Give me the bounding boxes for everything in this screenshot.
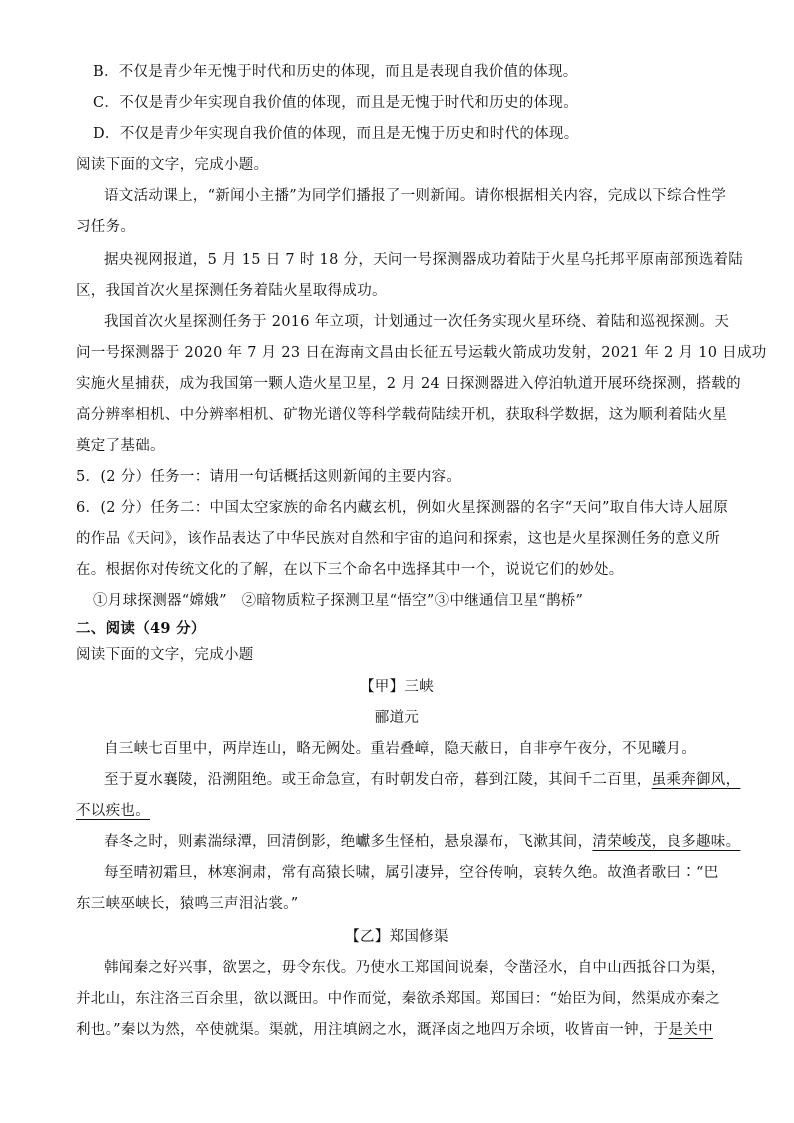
jia-paragraph-1: 自三峡七百里中，两岸连山，略无阙处。重岩叠嶂，隐天蔽日，自非亭午夜分，不见曦月。 (104, 741, 696, 757)
yi-p1-text: 利也。”秦以为然，卒使就渠。渠就，用注填阏之水，溉泽卤之地四万余顷，收皆亩一钟，于 (76, 1022, 669, 1038)
question-6-names: ①月球探测器“嫦娥” ②暗物质粒子探测卫星“悟空”③中继通信卫星“鹊桥” (93, 593, 584, 609)
news-p2-line-4: 高分辨率相机、中分辨率相机、矿物光谱仪等科学载荷陆续开机，获取科学数据，这为顺利着陆火星 (76, 407, 728, 423)
yi-paragraph-line-1: 韩闻秦之好兴事，欲罢之，毋令东伐。乃使水工郑国间说秦，令凿泾水，自中山西抵谷口为渠， (104, 960, 726, 976)
passage-yi-title: 【乙】郑国修渠 (345, 929, 449, 945)
question-6-line-1: 6．(2 分）任务二：中国太空家族的命名内藏玄机，例如火星探测器的名字“天问”取自伟大诗人屈原 (76, 500, 729, 516)
news-p2-line-3: 实施火星捕获，成为我国第一颗人造火星卫星，2 月 24 日探测器进入停泊轨道开展环绕探测，搭载的 (76, 376, 741, 392)
jia-paragraph-4-line-2: 东三峡巫峡长，猿鸣三声泪沾裳。” (76, 896, 299, 912)
question-6-line-3: 在。根据你对传统文化的了解，在以下三个命名中选择其中一个，说说它们的妙处。 (76, 562, 624, 578)
news-p2-line-1: 我国首次火星探测任务于 2016 年立项，计划通过一次任务实现火星环绕、着陆和巡视探测。天 (104, 314, 730, 330)
jia-p2-text: 至于夏水襄陵，沿溯阻绝。或王命急宣，有时朝发白帝，暮到江陵，其间千二百里， (104, 772, 652, 788)
jia-paragraph-2-line-1 (104, 770, 740, 790)
section-heading: 二、阅读（49 分） (76, 620, 206, 637)
news-p1-line-2: 区，我国首次火星探测任务着陆火星取得成功。 (76, 283, 387, 299)
underlined-phrase-1-cont: 不以疾也。 (76, 803, 150, 819)
underlined-phrase-1: 虽乘奔御风， (651, 772, 741, 788)
question-5: 5．(2 分）任务一：请用一句话概括这则新闻的主要内容。 (76, 469, 462, 485)
option-c: C．不仅是青少年实现自我价值的体现，而且是无愧于时代和历史的体现。 (93, 95, 578, 111)
option-d: D．不仅是青少年实现自我价值的体现，而且是无愧于历史和时代的体现。 (93, 126, 579, 142)
news-p2-line-2: 问一号探测器于 2020 年 7 月 23 日在海南文昌由长征五号运载火箭成功发射，2021 年 2 月 10 日成功 (76, 345, 767, 361)
jia-paragraph-2-line-2 (76, 801, 150, 821)
news-p2-line-5: 奠定了基础。 (76, 438, 165, 454)
passage-jia-author: 郦道元 (374, 710, 420, 726)
yi-paragraph-line-2: 并北山，东注洛三百余里，欲以溉田。中作而觉，秦欲杀郑国。郑国曰：“始臣为间，然渠成亦秦之 (76, 991, 721, 1007)
reading-instruction: 阅读下面的文字，完成小题。 (76, 157, 269, 173)
news-p1-line-1: 据央视网报道，5 月 15 日 7 时 18 分，天问一号探测器成功着陆于火星乌托邦平原南部预选着陆 (104, 252, 744, 268)
underlined-phrase-3: 是关中 (668, 1022, 713, 1038)
option-b: B．不仅是青少年无愧于时代和历史的体现，而且是表现自我价值的体现。 (93, 64, 578, 80)
section2-instruction: 阅读下面的文字，完成小题 (76, 647, 254, 663)
jia-p3-text: 春冬之时，则素湍绿潭，回清倒影，绝巘多生怪柏，悬泉瀑布，飞漱其间， (104, 834, 593, 850)
yi-paragraph-line-3 (76, 1020, 713, 1040)
underlined-phrase-2: 清荣峻茂，良多趣味。 (592, 834, 741, 850)
intro-line-1: 语文活动课上，“新闻小主播”为同学们播报了一则新闻。请你根据相关内容，完成以下综合性学 (104, 188, 727, 204)
jia-paragraph-4-line-1: 每至晴初霜旦，林寒涧肃，常有高猿长啸，属引凄异，空谷传响，哀转久绝。故渔者歌曰∶“巴 (104, 865, 719, 881)
passage-jia-title: 【甲】三峡 (360, 679, 434, 695)
intro-line-2: 习任务。 (76, 219, 136, 235)
jia-paragraph-3 (104, 832, 740, 852)
question-6-line-2: 的作品《天问》，该作品表达了中华民族对自然和宇宙的追问和探索，这也是火星探测任务的意义所 (76, 531, 720, 547)
